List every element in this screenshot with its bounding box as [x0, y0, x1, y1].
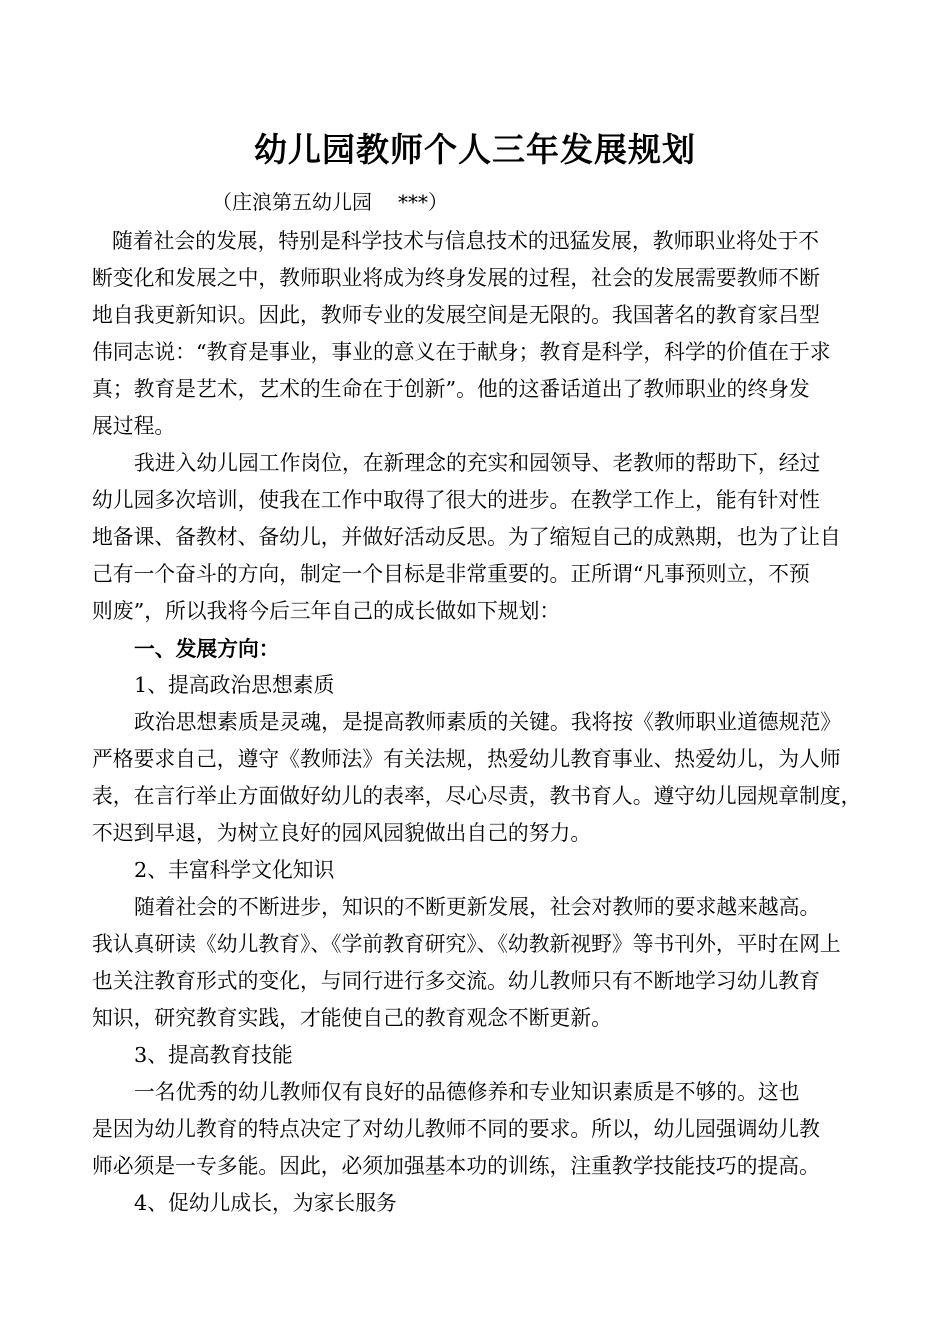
subsection-heading: 2、丰富科学文化知识 [134, 858, 335, 882]
document-body [92, 223, 864, 1222]
paragraph-line: 也关注教育形式的变化，与同行进行多交流。幼儿教师只有不断地学习幼儿教育 [92, 969, 820, 993]
paragraph-line: 己有一个奋斗的方向，制定一个目标是非常重要的。正所谓“凡事预则立，不预 [92, 562, 810, 586]
paragraph-line: 地备课、备教材、备幼儿，并做好活动反思。为了缩短自己的成熟期，也为了让自 [92, 525, 841, 549]
paragraph-line: 严格要求自己，遵守《教师法》有关法规，热爱幼儿教育事业、热爱幼儿，为人师 [92, 747, 841, 771]
subsection-heading: 4、促幼儿成长，为家长服务 [134, 1191, 397, 1215]
paragraph-line: 是因为幼儿教育的特点决定了对幼儿教师不同的要求。所以，幼儿园强调幼儿教 [92, 1117, 820, 1141]
paragraph-line: 表，在言行举止方面做好幼儿的表率，尽心尽责，教书育人。遵守幼儿园规章制度， [92, 784, 862, 808]
author-affiliation: （庄浪第五幼儿园 [212, 190, 372, 214]
paragraph-line: 展过程。 [92, 414, 176, 438]
paragraph-line: 伟同志说：“教育是事业，事业的意义在于献身；教育是科学，科学的价值在于求 [92, 340, 831, 364]
paragraph-line: 我认真研读《幼儿教育》、《学前教育研究》、《幼教新视野》等书刊外，平时在网上 [92, 932, 841, 956]
paragraph-line: 我进入幼儿园工作岗位，在新理念的充实和园领导、老教师的帮助下，经过 [134, 451, 821, 475]
paragraph-line: 则废”，所以我将今后三年自己的成长做如下规划： [92, 599, 561, 623]
paragraph-line: 幼儿园多次培训，使我在工作中取得了很大的进步。在教学工作上，能有针对性 [92, 488, 820, 512]
paragraph-line: 真；教育是艺术，艺术的生命在于创新”。他的这番话道出了教师职业的终身发 [92, 377, 810, 401]
paragraph-line: 师必须是一专多能。因此，必须加强基本功的训练，注重教学技能技巧的提高。 [92, 1154, 820, 1178]
author-name: ***） [398, 190, 448, 214]
page-title: 幼儿园教师个人三年发展规划 [254, 130, 696, 169]
section-heading: 一、发展方向： [134, 636, 280, 661]
paragraph-line: 地自我更新知识。因此，教师专业的发展空间是无限的。我国著名的教育家吕型 [92, 303, 820, 327]
paragraph-line: 不迟到早退，为树立良好的园风园貌做出自己的努力。 [92, 821, 592, 845]
paragraph-line: 随着社会的发展，特别是科学技术与信息技术的迅猛发展，教师职业将处于不 [112, 229, 820, 253]
paragraph-line: 断变化和发展之中，教师职业将成为终身发展的过程，社会的发展需要教师不断 [92, 266, 820, 290]
paragraph-line: 一名优秀的幼儿教师仅有良好的品德修养和专业知识素质是不够的。这也 [134, 1080, 800, 1104]
subsection-heading: 3、提高教育技能 [134, 1043, 293, 1067]
subsection-heading: 1、提高政治思想素质 [134, 673, 335, 697]
author-line [212, 188, 448, 216]
paragraph-line: 知识，研究教育实践，才能使自己的教育观念不断更新。 [92, 1006, 612, 1030]
paragraph-line: 随着社会的不断进步，知识的不断更新发展，社会对教师的要求越来越高。 [134, 895, 821, 919]
paragraph-line: 政治思想素质是灵魂，是提高教师素质的关键。我将按《教师职业道德规范》 [134, 710, 842, 734]
